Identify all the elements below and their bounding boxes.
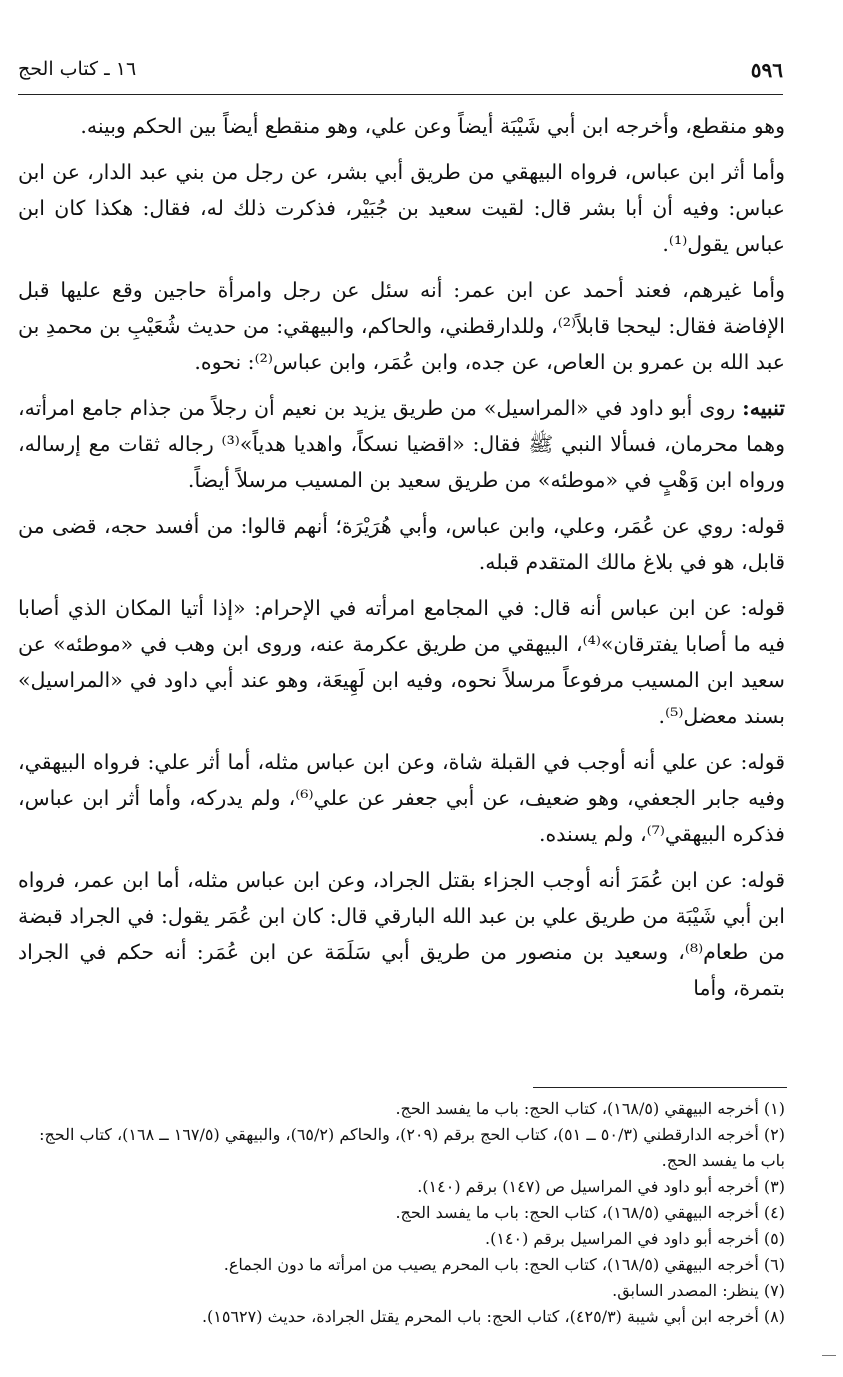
footnote: (٥) أخرجه أبو داود في المراسيل برقم (١٤٠).: [484, 1229, 785, 1248]
footnote: (١) أخرجه البيهقي (١٦٨/٥)، كتاب الحج: باب ما يفسد الحج.: [395, 1099, 785, 1118]
footnote: (٣) أخرجه أبو داود في المراسيل ص (١٤٧) برقم (١٤٠).: [417, 1177, 785, 1196]
paragraph: قوله: عن ابن عُمَرَ أنه أوجب الجزاء بقتل الجراد، وعن ابن عباس مثله، أما ابن عمر، فرواه ابن أبي شَيْبَة من طريق علي بن عبد الله البارقي قال: كان ابن عُمَر يقول: في الجراد قبضة من طعام⁽⁸⁾، وسعيد بن منصور من طريق أبي سَلَمَة عن ابن عُمَر: أنه حكم في الجراد بتمرة، وأما: [18, 868, 786, 1000]
footnote-separator: [533, 1087, 787, 1088]
footnotes: [18, 1096, 785, 1330]
paragraph: [18, 390, 785, 498]
running-header: [18, 58, 783, 95]
footnote: (٦) أخرجه البيهقي (١٦٨/٥)، كتاب الحج: باب المحرم يصيب من امرأته ما دون الجماع.: [223, 1255, 785, 1274]
margin-mark: [822, 1355, 836, 1356]
paragraph: وأما أثر ابن عباس، فرواه البيهقي من طريق أبي بشر، عن رجل من بني عبد الدار، عن ابن عباس: وفيه أن أبا بشر قال: لقيت سعيد بن جُبَيْر، فذكرت ذلك له، فقال: هكذا كان ابن عباس يقول⁽¹⁾.: [18, 160, 785, 256]
paragraph: وأما غيرهم، فعند أحمد عن ابن عمر: أنه سئل عن رجل وامرأة حاجين وقع عليها قبل الإفاضة فقال: ليحجا قابلاً⁽²⁾، وللدارقطني، والحاكم، والبيهقي: من حديث شُعَيْبِ بن محمدِ بن عبد الله بن عمرو بن العاص، عن جده، وابن عُمَر، وابن عباس⁽²⁾: نحوه.: [18, 278, 785, 374]
footnote: (٢) أخرجه الدارقطني (٥٠/٣ ــ ٥١)، كتاب الحج برقم (٢٠٩)، والحاكم (٦٥/٢)، والبيهقي (١٦٧/٥ ــ ١٦٨)، كتاب الحج: باب ما يفسد الحج.: [39, 1125, 785, 1170]
paragraph-text: روى أبو داود في «المراسيل» من طريق يزيد بن نعيم أن رجلاً من جذام جامع امرأته، وهما محرمان، فسألا النبي ﷺ فقال: «اقضيا نسكاً، واهديا هدياً»⁽³⁾ رجاله ثقات مع إرساله، ورواه ابن وَهْبٍ في «موطئه» من طريق سعيد بن المسيب مرسلاً أيضاً.: [18, 396, 785, 492]
paragraph: قوله: روي عن عُمَر، وعلي، وابن عباس، وأبي هُرَيْرَة؛ أنهم قالوا: من أفسد حجه، قضى من قابل، هو في بلاغ مالك المتقدم قبله.: [18, 514, 785, 574]
paragraph: قوله: عن ابن عباس أنه قال: في المجامع امرأته في الإحرام: «إذا أتيا المكان الذي أصابا فيه ما أصابا يفترقان»⁽⁴⁾، البيهقي من طريق عكرمة عنه، وروى ابن وهب في «موطئه» عن سعيد ابن المسيب مرفوعاً مرسلاً نحوه، وفيه ابن لَهِيعَة، وهو عند أبي داود في «المراسيل» بسند معضل⁽⁵⁾.: [18, 596, 786, 728]
footnote: (٧) ينظر: المصدر السابق.: [612, 1281, 785, 1300]
main-text: [18, 108, 785, 1016]
chapter-title: ١٦ ـ كتاب الحج: [18, 58, 137, 80]
page-number: ٥٩٦: [750, 58, 783, 82]
paragraph: قوله: عن علي أنه أوجب في القبلة شاة، وعن ابن عباس مثله، أما أثر علي: فرواه البيهقي، وفيه جابر الجعفي، وهو ضعيف، عن أبي جعفر عن علي⁽⁶⁾، ولم يدركه، وأما أثر ابن عباس، فذكره البيهقي⁽⁷⁾، ولم يسنده.: [18, 750, 785, 846]
note-label: تنبيه:: [742, 396, 785, 420]
footnote: (٤) أخرجه البيهقي (١٦٨/٥)، كتاب الحج: باب ما يفسد الحج.: [395, 1203, 785, 1222]
paragraph: وهو منقطع، وأخرجه ابن أبي شَيْبَة أيضاً وعن علي، وهو منقطع أيضاً بين الحكم وبينه.: [80, 114, 785, 138]
footnote: (٨) أخرجه ابن أبي شيبة (٤٢٥/٣)، كتاب الحج: باب المحرم يقتل الجرادة، حديث (١٥٦٢٧).: [201, 1307, 785, 1326]
